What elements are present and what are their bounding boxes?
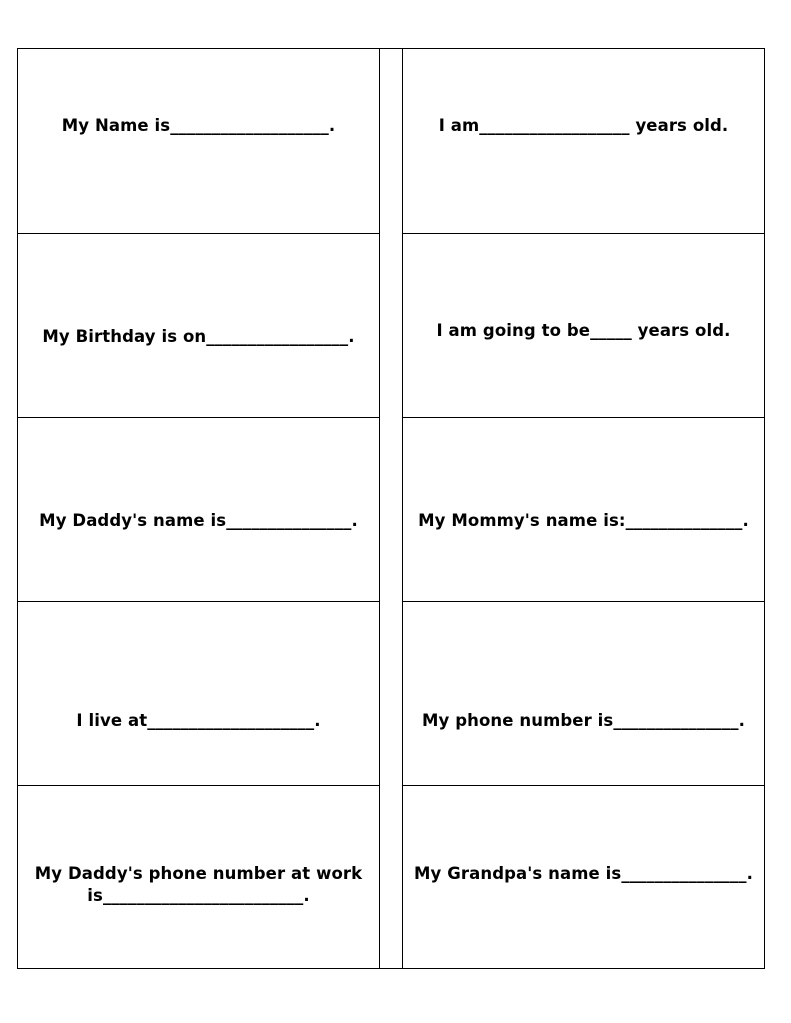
card-going-to-be-age: I am going to be_____ years old.	[436, 321, 731, 340]
cut-line-row-2-right	[402, 417, 765, 418]
cut-line-row-1-right	[402, 233, 765, 234]
cut-line-row-2-left	[18, 417, 379, 418]
card-address: I live at____________________.	[76, 711, 321, 730]
cut-line-row-1-left	[18, 233, 379, 234]
card-daddy-name: My Daddy's name is_______________.	[39, 511, 358, 530]
cut-line-row-4-left	[18, 785, 379, 786]
cut-line-vertical-left	[379, 49, 380, 968]
card-phone-number: My phone number is_______________.	[422, 711, 745, 730]
card-grandpa-name: My Grandpa's name is_______________.	[414, 864, 753, 883]
cut-line-row-3-left	[18, 601, 379, 602]
card-my-age: I am__________________ years old.	[438, 116, 729, 135]
card-sheet	[17, 48, 765, 969]
card-my-birthday: My Birthday is on_________________.	[42, 327, 355, 346]
cut-line-vertical-right	[402, 49, 403, 968]
cut-line-row-3-right	[402, 601, 765, 602]
cut-line-row-4-right	[402, 785, 765, 786]
card-mommy-name: My Mommy's name is:______________.	[418, 511, 749, 530]
card-daddy-work-phone: My Daddy's phone number at work is________________________.	[34, 864, 363, 905]
card-my-name: My Name is___________________.	[61, 116, 336, 135]
